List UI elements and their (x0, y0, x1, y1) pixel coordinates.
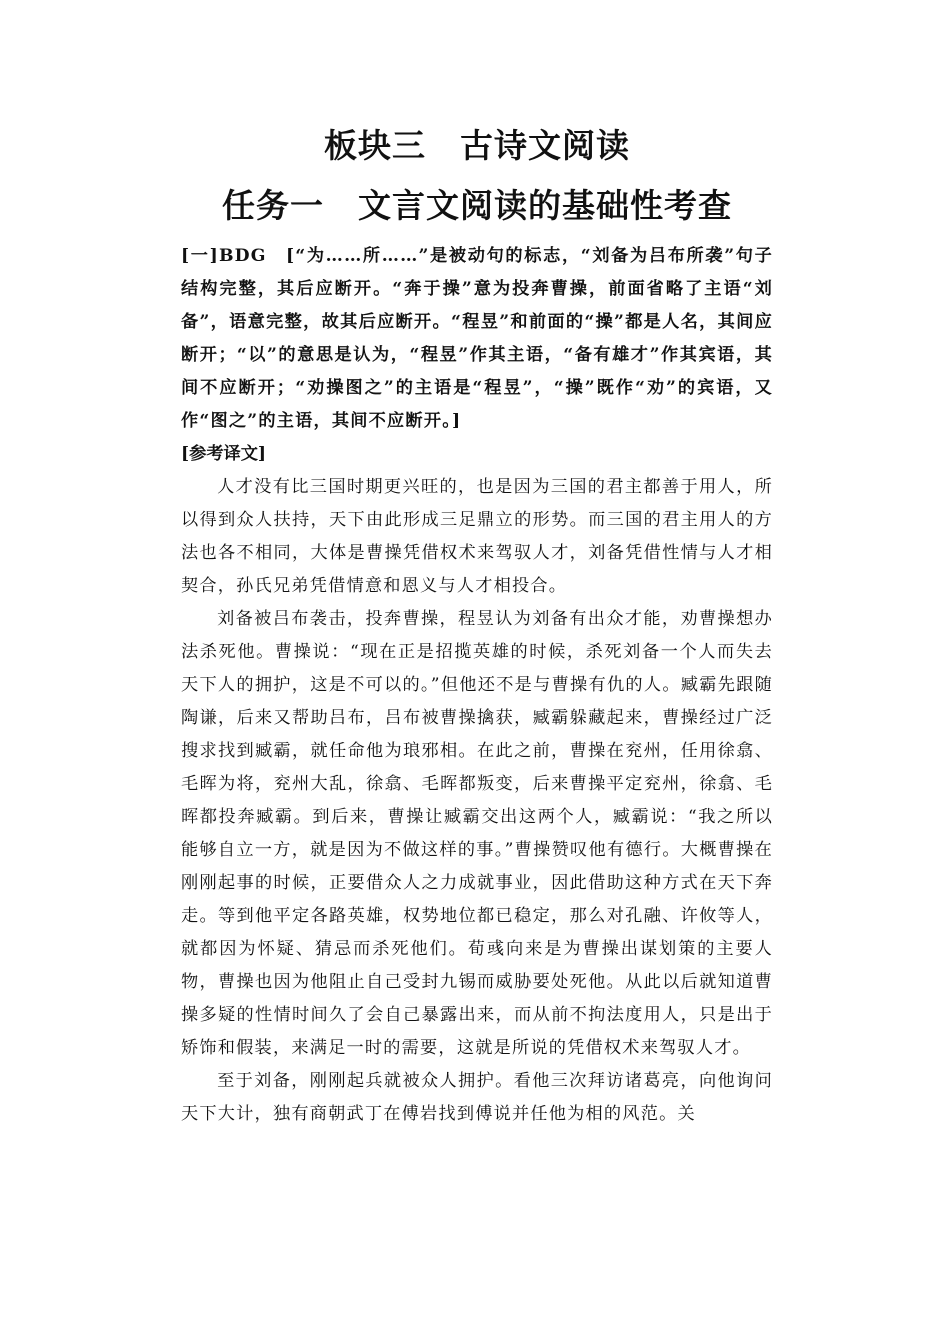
translation-heading: [参考译文] (181, 444, 267, 464)
section-title: 板块三 古诗文阅读 (324, 126, 630, 165)
task-title: 任务一 文言文阅读的基础性考查 (222, 186, 732, 225)
translation-paragraph-3: 至于刘备，刚刚起兵就被众人拥护。看他三次拜访诸葛亮，向他询问天下大计，独有商朝武丁在傅岩找到傅说并任他为相的风范。关 (181, 1071, 773, 1124)
answer-explanation: [一]BDG [“为……所……”是被动句的标志，“刘备为吕布所袭”句子结构完整，其后应断开。“奔于操”意为投奔曹操，前面省略了主语“刘备”，语意完整，故其后应断开。“程昱”和前面的“操”都是人名，其间应断开；“以”的意思是认为，“程昱”作其主语，“备有雄才”作其宾语，其间不应断开；“劝操图之”的主语是“程昱”，“操”既作“劝”的宾语，又作“图之”的主语，其间不应断开。] (181, 246, 773, 431)
translation-paragraph-2: 刘备被吕布袭击，投奔曹操，程昱认为刘备有出众才能，劝曹操想办法杀死他。曹操说：“现在正是招揽英雄的时候，杀死刘备一个人而失去天下人的拥护，这是不可以的。”但他还不是与曹操有仇的人。臧霸先跟随陶谦，后来又帮助吕布，吕布被曹操擒获，臧霸躲藏起来，曹操经过广泛搜求找到臧霸，就任命他为琅邪相。在此之前，曹操在兖州，任用徐翕、毛晖为将，兖州大乱，徐翕、毛晖都叛变，后来曹操平定兖州，徐翕、毛晖都投奔臧霸。到后来，曹操让臧霸交出这两个人，臧霸说：“我之所以能够自立一方，就是因为不做这样的事。”曹操赞叹他有德行。大概曹操在刚刚起事的时候，正要借众人之力成就事业，因此借助这种方式在天下奔走。等到他平定各路英雄，权势地位都已稳定，那么对孔融、许攸等人，就都因为怀疑、猜忌而杀死他们。荀彧向来是为曹操出谋划策的主要人物，曹操也因为他阻止自己受封九锡而威胁要处死他。从此以后就知道曹操多疑的性情时间久了会自己暴露出来，而从前不拘法度用人，只是出于矫饰和假装，来满足一时的需要，这就是所说的凭借权术来驾驭人才。 (181, 609, 773, 1058)
translation-paragraph-1: 人才没有比三国时期更兴旺的，也是因为三国的君主都善于用人，所以得到众人扶持，天下由此形成三足鼎立的形势。而三国的君主用人的方法也各不相同，大体是曹操凭借权术来驾驭人才，刘备凭借性情与人才相契合，孙氏兄弟凭借情意和恩义与人才相投合。 (181, 477, 773, 596)
document-page (181, 118, 773, 1131)
